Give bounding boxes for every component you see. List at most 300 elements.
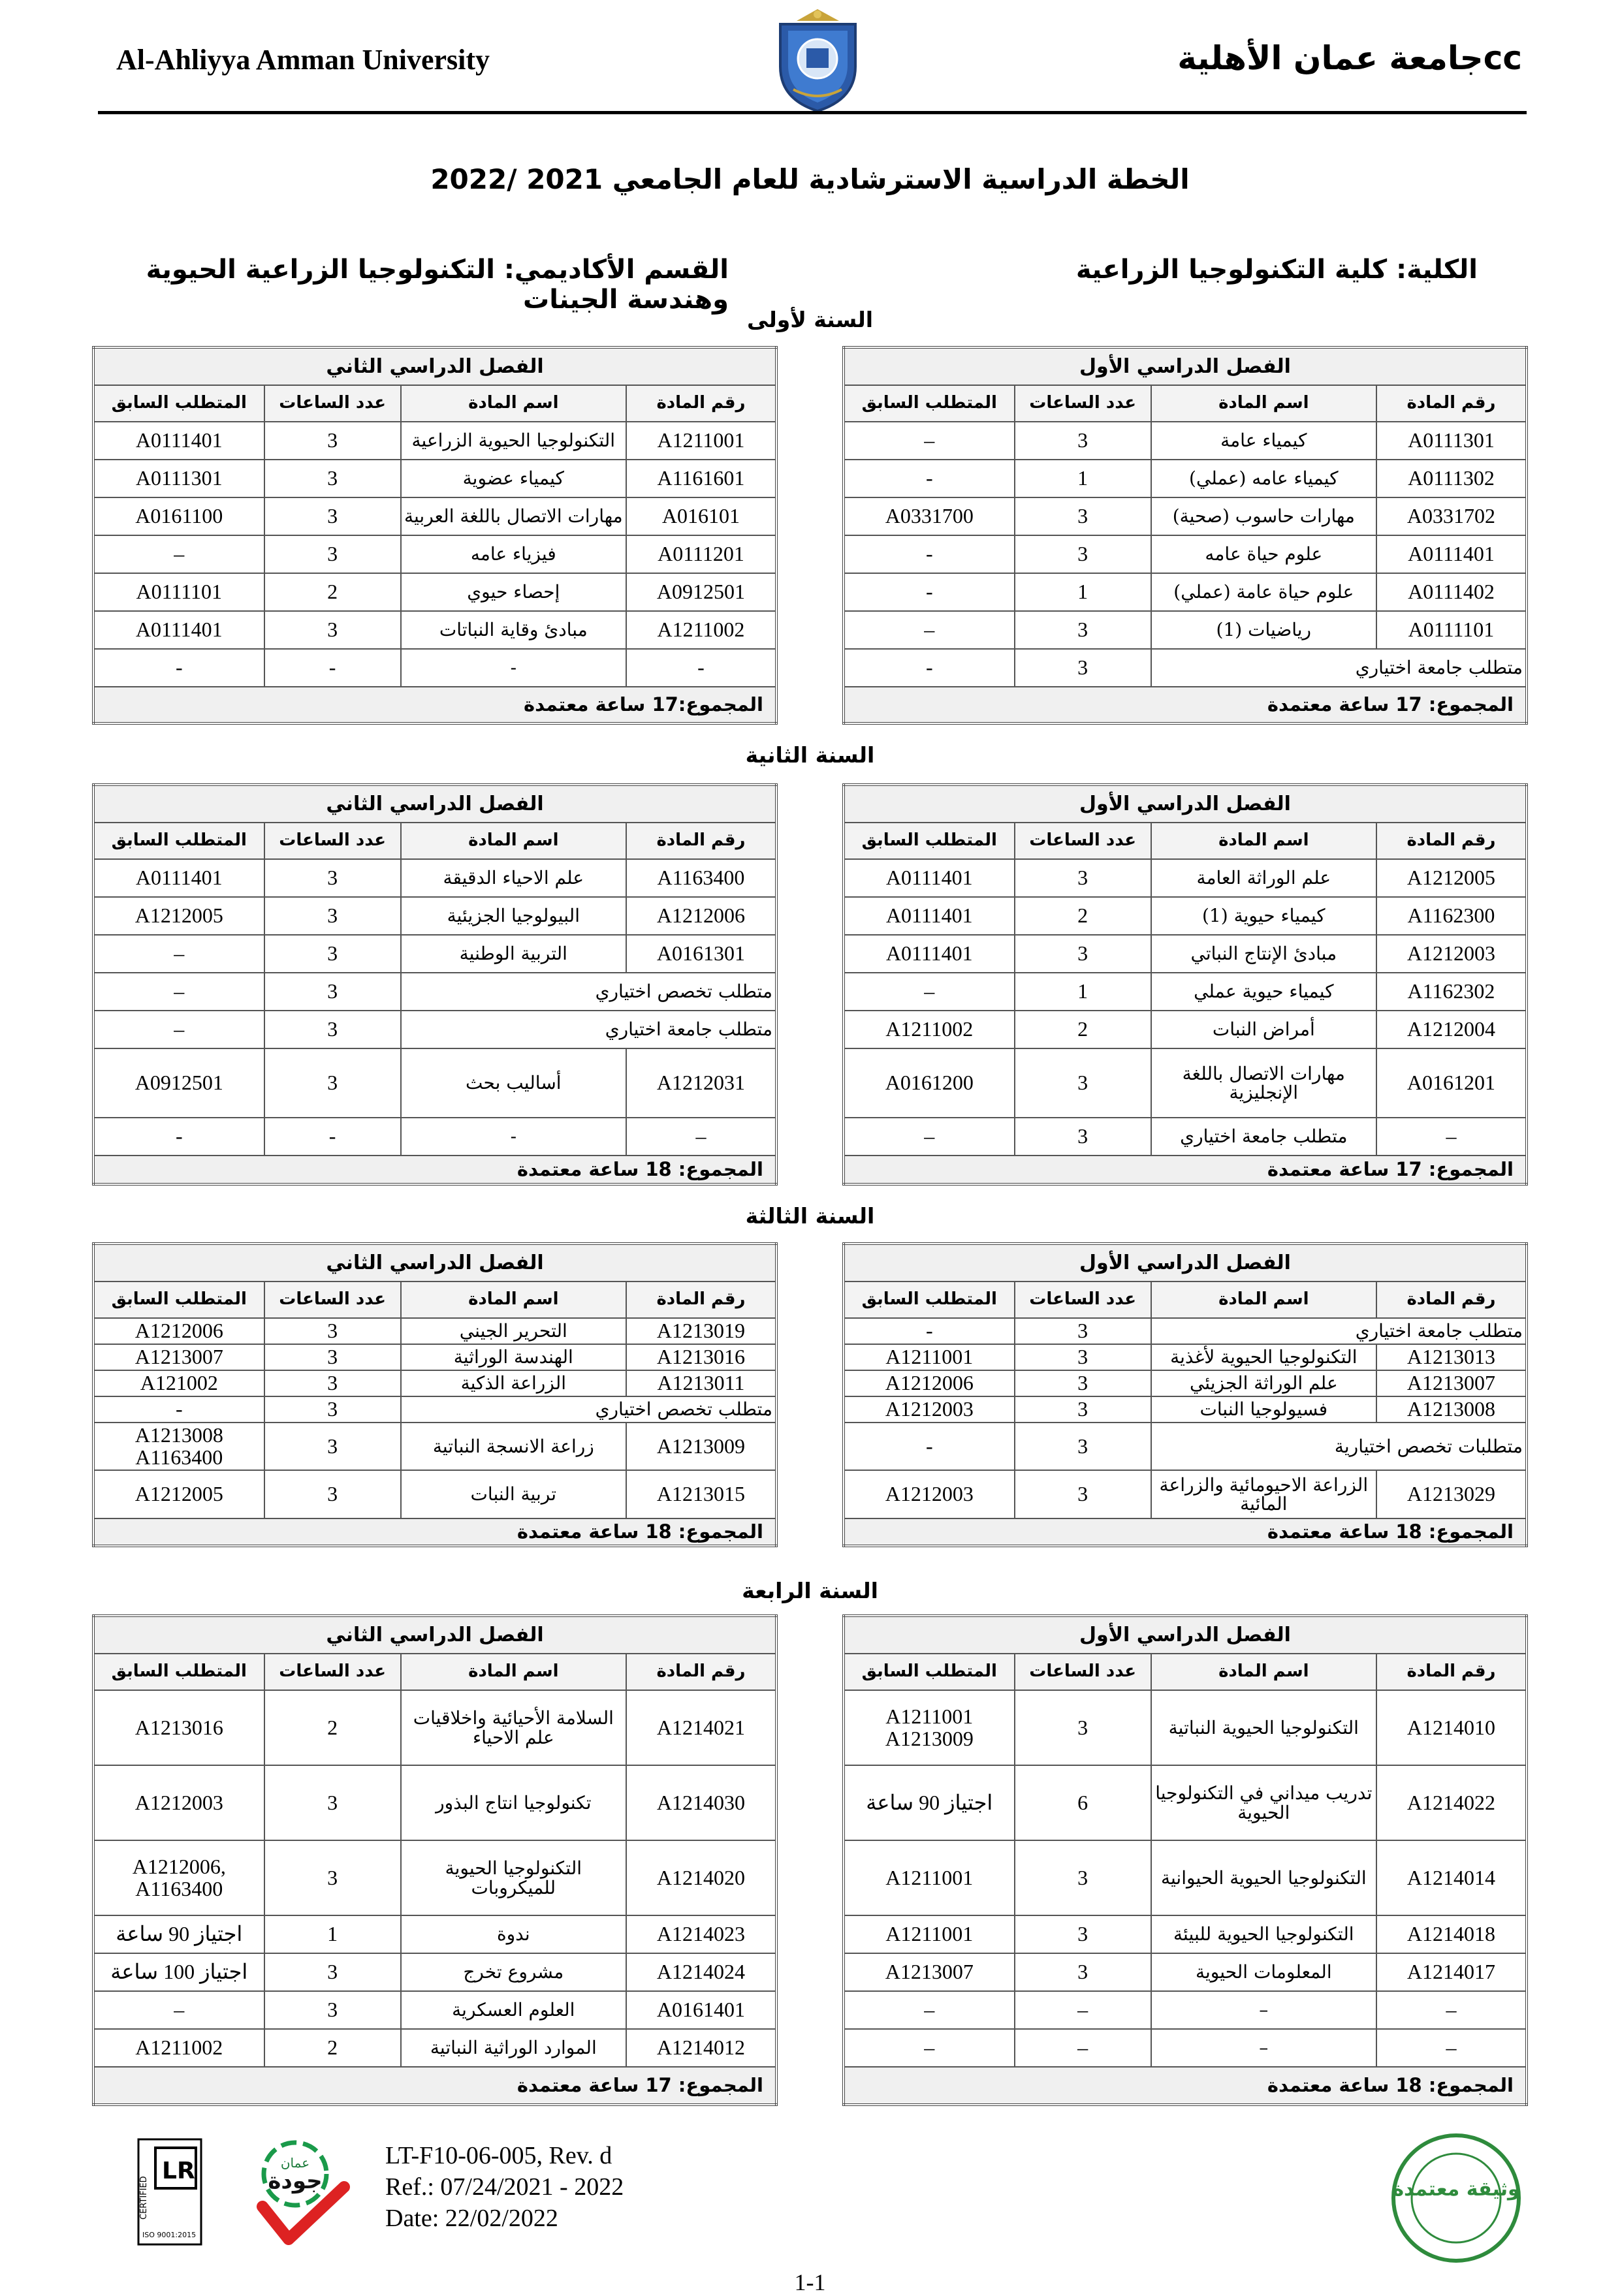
prerequisite-cell: -: [844, 460, 1015, 497]
course-name-cell: –: [1151, 1991, 1376, 2029]
total-row: [844, 687, 1527, 723]
course-name-cell: مبادئ الإنتاج النباتي: [1151, 935, 1376, 973]
table-row: [93, 1953, 776, 1991]
first-semester-table: [842, 1614, 1528, 2106]
university-name-english: Al-Ahliyya Amman University: [116, 44, 490, 76]
semester-total: المجموع: 17 ساعة معتمدة: [844, 687, 1527, 723]
second-semester-table: [92, 1242, 778, 1547]
credit-hours-cell: 3: [1015, 1840, 1151, 1915]
course-code-cell: A1213007: [1376, 1370, 1527, 1396]
course-name-cell: كيمياء عامه (عملي): [1151, 460, 1376, 497]
prerequisite-header: المتطلب السابق: [93, 1282, 264, 1318]
table-row: [844, 1470, 1527, 1518]
course-name-cell: التكنولوجيا الحيوية للبيئة: [1151, 1915, 1376, 1953]
total-row: [93, 1518, 776, 1546]
table-row: [93, 1048, 776, 1118]
prerequisite-header: المتطلب السابق: [844, 1282, 1015, 1318]
first-semester-table: [842, 1242, 1528, 1547]
semester-title: الفصل الدراسي الأول: [844, 1616, 1527, 1654]
course-name-cell: –: [1151, 2029, 1376, 2067]
table-row: [844, 1840, 1527, 1915]
prerequisite-cell: A0111101: [93, 573, 264, 611]
course-name-cell: مبادئ وقاية النباتات: [401, 611, 626, 649]
course-name-cell: -: [401, 1118, 626, 1156]
course-code-cell: A1214010: [1376, 1690, 1527, 1765]
table-row: [844, 1991, 1527, 2029]
course-name-cell: التكنولوجيا الحيوية النباتية: [1151, 1690, 1376, 1765]
table-row: [844, 1011, 1527, 1048]
prerequisite-cell: A0111401: [93, 422, 264, 460]
course-code-header: رقم المادة: [626, 1654, 776, 1690]
table-row: [93, 1118, 776, 1156]
course-code-cell: A0161301: [626, 935, 776, 973]
semester-title-row: [93, 347, 776, 385]
course-code-cell: A1163400: [626, 859, 776, 897]
course-code-cell: –: [1376, 1118, 1527, 1156]
year-label: السنة لأولى: [746, 307, 874, 332]
course-code-cell: –: [1376, 2029, 1527, 2067]
department-label: القسم الأكاديمي: التكنولوجيا الزراعية الحيوية وهندسة الجينات: [146, 255, 729, 315]
prerequisite-cell: A1213007: [844, 1953, 1015, 1991]
course-code-cell: A1214017: [1376, 1953, 1527, 1991]
credit-hours-header: عدد الساعات: [264, 1654, 401, 1690]
credit-hours-cell: 3: [264, 611, 401, 649]
table-row: [844, 859, 1527, 897]
university-logo-icon: [774, 8, 862, 114]
column-header-row: [93, 385, 776, 422]
first-semester-table: [842, 783, 1528, 1186]
jawda-quality-logo: [236, 2135, 354, 2249]
table-row: [93, 935, 776, 973]
course-name-cell: التحرير الجيني: [401, 1318, 626, 1344]
credit-hours-cell: 3: [264, 422, 401, 460]
prerequisite-cell: A1213008 A1163400: [93, 1423, 264, 1470]
semester-total: المجموع: 18 ساعة معتمدة: [93, 1518, 776, 1546]
table-row: [93, 1396, 776, 1423]
course-name-cell: متطلب تخصص اختياري: [401, 973, 776, 1011]
table-row: [93, 1370, 776, 1396]
prerequisite-cell: A1212003: [844, 1470, 1015, 1518]
course-code-cell: A1161601: [626, 460, 776, 497]
course-name-cell: متطلب تخصص اختياري: [401, 1396, 776, 1423]
credit-hours-cell: 3: [1015, 1318, 1151, 1344]
table-row: [93, 1991, 776, 2029]
jawda-text: جودة: [268, 2168, 323, 2194]
year-label: السنة الرابعة: [742, 1578, 878, 1603]
course-name-header: اسم المادة: [1151, 1282, 1376, 1318]
course-code-cell: A1214014: [1376, 1840, 1527, 1915]
page-number: 1-1: [794, 2269, 826, 2295]
credit-hours-cell: 1: [264, 1915, 401, 1953]
prerequisite-cell: -: [93, 1118, 264, 1156]
column-header-row: [844, 823, 1527, 859]
course-code-cell: A1213011: [626, 1370, 776, 1396]
table-row: [844, 2029, 1527, 2067]
column-header-row: [844, 1282, 1527, 1318]
course-code-cell: A1213029: [1376, 1470, 1527, 1518]
prerequisite-cell: اجتياز 90 ساعة: [844, 1765, 1015, 1840]
credit-hours-cell: 3: [264, 1953, 401, 1991]
table-row: [93, 1423, 776, 1470]
credit-hours-header: عدد الساعات: [1015, 823, 1151, 859]
credit-hours-cell: 3: [1015, 1423, 1151, 1470]
course-name-cell: التربية الوطنية: [401, 935, 626, 973]
total-row: [844, 1518, 1527, 1546]
credit-hours-cell: 3: [1015, 1690, 1151, 1765]
prerequisite-cell: A1212006: [93, 1318, 264, 1344]
prerequisite-cell: -: [93, 1396, 264, 1423]
table-row: [93, 2029, 776, 2067]
prerequisite-cell: -: [844, 649, 1015, 687]
table-row: [93, 1011, 776, 1048]
course-name-cell: فيزياء عامه: [401, 535, 626, 573]
course-name-cell: متطلبات تخصص اختيارية: [1151, 1423, 1527, 1470]
header-divider: [98, 111, 1527, 114]
credit-hours-header: عدد الساعات: [264, 1282, 401, 1318]
semester-total: المجموع: 17 ساعة معتمدة: [844, 1156, 1527, 1184]
course-code-header: رقم المادة: [1376, 1282, 1527, 1318]
prerequisite-header: المتطلب السابق: [93, 385, 264, 422]
credit-hours-cell: 2: [1015, 897, 1151, 935]
prerequisite-cell: -: [93, 649, 264, 687]
credit-hours-cell: 3: [264, 1011, 401, 1048]
table-row: [844, 1048, 1527, 1118]
semester-title: الفصل الدراسي الأول: [844, 785, 1527, 823]
course-name-header: اسم المادة: [1151, 385, 1376, 422]
table-row: [93, 1318, 776, 1344]
credit-hours-cell: 3: [1015, 1953, 1151, 1991]
course-code-cell: A1213013: [1376, 1344, 1527, 1370]
course-name-cell: العلوم العسكرية: [401, 1991, 626, 2029]
course-name-cell: المعلومات الحيوية: [1151, 1953, 1376, 1991]
course-name-cell: كيمياء عامة: [1151, 422, 1376, 460]
course-code-cell: A016101: [626, 497, 776, 535]
credit-hours-cell: 3: [264, 1840, 401, 1915]
column-header-row: [93, 823, 776, 859]
table-row: [93, 611, 776, 649]
credit-hours-cell: 2: [264, 573, 401, 611]
table-row: [93, 897, 776, 935]
credit-hours-cell: 3: [1015, 859, 1151, 897]
document-reference: [385, 2140, 624, 2234]
table-row: [844, 1953, 1527, 1991]
prerequisite-cell: A1211001: [844, 1915, 1015, 1953]
course-name-cell: ندوة: [401, 1915, 626, 1953]
semester-total: المجموع: 17 ساعة معتمدة: [93, 2067, 776, 2105]
course-name-header: اسم المادة: [401, 823, 626, 859]
course-code-cell: A0111402: [1376, 573, 1527, 611]
course-code-cell: A1212031: [626, 1048, 776, 1118]
credit-hours-cell: 2: [1015, 1011, 1151, 1048]
course-name-cell: علم الوراثة العامة: [1151, 859, 1376, 897]
course-code-cell: –: [626, 1118, 776, 1156]
course-name-header: اسم المادة: [401, 1282, 626, 1318]
course-name-cell: علم الاحياء الدقيقة: [401, 859, 626, 897]
credit-hours-cell: 3: [264, 973, 401, 1011]
semester-title: الفصل الدراسي الأول: [844, 347, 1527, 385]
course-code-cell: A1214020: [626, 1840, 776, 1915]
credit-hours-cell: 3: [264, 859, 401, 897]
credit-hours-header: عدد الساعات: [1015, 1654, 1151, 1690]
credit-hours-cell: 6: [1015, 1765, 1151, 1840]
column-header-row: [93, 1654, 776, 1690]
course-code-cell: A1213009: [626, 1423, 776, 1470]
course-name-cell: تربية النبات: [401, 1470, 626, 1518]
course-name-cell: علوم حياة عامة (عملي): [1151, 573, 1376, 611]
prerequisite-header: المتطلب السابق: [93, 823, 264, 859]
table-row: [844, 497, 1527, 535]
second-semester-table: [92, 783, 778, 1186]
credit-hours-cell: 3: [264, 535, 401, 573]
course-code-cell: A0161401: [626, 1991, 776, 2029]
credit-hours-cell: 3: [264, 1991, 401, 2029]
course-name-cell: كيمياء حيوية عملي: [1151, 973, 1376, 1011]
credit-hours-cell: 3: [1015, 1396, 1151, 1423]
semester-title: الفصل الدراسي الثاني: [93, 785, 776, 823]
prerequisite-cell: A1212006, A1163400: [93, 1840, 264, 1915]
semester-total: المجموع: 18 ساعة معتمدة: [844, 1518, 1527, 1546]
iso-standard-text: ISO 9001:2015: [142, 2231, 197, 2239]
semester-title: الفصل الدراسي الأول: [844, 1244, 1527, 1282]
course-code-cell: A0111201: [626, 535, 776, 573]
course-code-cell: A0111101: [1376, 611, 1527, 649]
credit-hours-cell: 2: [264, 1690, 401, 1765]
prerequisite-cell: A0111401: [844, 897, 1015, 935]
semester-title-row: [844, 1616, 1527, 1654]
table-row: [93, 649, 776, 687]
semester-title-row: [93, 1244, 776, 1282]
table-row: [844, 1423, 1527, 1470]
credit-hours-cell: 2: [264, 2029, 401, 2067]
course-code-cell: A1213008: [1376, 1396, 1527, 1423]
semester-title-row: [844, 1244, 1527, 1282]
prerequisite-header: المتطلب السابق: [844, 1654, 1015, 1690]
credit-hours-cell: 3: [1015, 1344, 1151, 1370]
prerequisite-cell: –: [844, 973, 1015, 1011]
credit-hours-cell: 3: [264, 1396, 401, 1423]
prerequisite-cell: –: [844, 1118, 1015, 1156]
prerequisite-cell: A1212006: [844, 1370, 1015, 1396]
credit-hours-cell: -: [264, 649, 401, 687]
course-code-cell: A1214024: [626, 1953, 776, 1991]
prerequisite-cell: –: [93, 973, 264, 1011]
course-name-cell: إحصاء حيوي: [401, 573, 626, 611]
course-code-cell: A0331702: [1376, 497, 1527, 535]
course-code-header: رقم المادة: [626, 385, 776, 422]
prerequisite-cell: A0161100: [93, 497, 264, 535]
course-name-cell: متطلب جامعة اختياري: [401, 1011, 776, 1048]
prerequisite-cell: A1212003: [93, 1765, 264, 1840]
course-name-cell: رياضيات (1): [1151, 611, 1376, 649]
course-code-cell: -: [626, 649, 776, 687]
credit-hours-cell: 3: [264, 897, 401, 935]
column-header-row: [93, 1282, 776, 1318]
course-code-cell: A1212005: [1376, 859, 1527, 897]
seal-text: وثيقة معتمدة: [1392, 2178, 1520, 2201]
course-code-cell: A1211002: [626, 611, 776, 649]
prerequisite-cell: –: [93, 935, 264, 973]
credit-hours-cell: 3: [264, 1765, 401, 1840]
credit-hours-cell: 3: [1015, 611, 1151, 649]
course-name-header: اسم المادة: [1151, 1654, 1376, 1690]
table-row: [93, 1765, 776, 1840]
course-code-header: رقم المادة: [626, 823, 776, 859]
course-name-cell: التكنولوجيا الحيوية الزراعية: [401, 422, 626, 460]
table-row: [93, 460, 776, 497]
prerequisite-cell: A1212003: [844, 1396, 1015, 1423]
document-date: Date: 22/02/2022: [385, 2205, 558, 2232]
course-name-header: اسم المادة: [401, 1654, 626, 1690]
course-name-cell: التكنولوجيا الحيوية لأغذية: [1151, 1344, 1376, 1370]
credit-hours-cell: 3: [264, 1318, 401, 1344]
table-row: [844, 1318, 1527, 1344]
prerequisite-cell: A0161200: [844, 1048, 1015, 1118]
table-row: [844, 611, 1527, 649]
iso-certification-logo: [137, 2138, 202, 2246]
prerequisite-cell: -: [844, 573, 1015, 611]
prerequisite-cell: A1211001: [844, 1344, 1015, 1370]
course-code-cell: A0912501: [626, 573, 776, 611]
semester-title-row: [844, 347, 1527, 385]
prerequisite-header: المتطلب السابق: [93, 1654, 264, 1690]
course-name-cell: التكنولوجيا الحيوية للميكروبات: [401, 1840, 626, 1915]
credit-hours-cell: 3: [1015, 422, 1151, 460]
credit-hours-cell: 3: [1015, 649, 1151, 687]
prerequisite-cell: اجتياز 100 ساعة: [93, 1953, 264, 1991]
credit-hours-cell: 3: [1015, 1118, 1151, 1156]
course-code-cell: –: [1376, 1991, 1527, 2029]
jawda-sub-text: عمان: [280, 2155, 310, 2171]
prerequisite-cell: –: [93, 1011, 264, 1048]
table-row: [844, 649, 1527, 687]
course-name-cell: -: [401, 649, 626, 687]
course-name-header: اسم المادة: [1151, 823, 1376, 859]
table-row: [844, 573, 1527, 611]
course-code-cell: A1214018: [1376, 1915, 1527, 1953]
table-row: [844, 1118, 1527, 1156]
course-code-cell: A1213019: [626, 1318, 776, 1344]
credit-hours-cell: 3: [264, 1370, 401, 1396]
prerequisite-cell: -: [844, 1318, 1015, 1344]
course-code-cell: A1212006: [626, 897, 776, 935]
prerequisite-header: المتطلب السابق: [844, 385, 1015, 422]
second-semester-table: [92, 346, 778, 725]
prerequisite-cell: A1213007: [93, 1344, 264, 1370]
prerequisite-cell: -: [844, 1423, 1015, 1470]
course-code-cell: A1214023: [626, 1915, 776, 1953]
total-row: [844, 2067, 1527, 2105]
credit-hours-header: عدد الساعات: [1015, 1282, 1151, 1318]
credit-hours-cell: 1: [1015, 573, 1151, 611]
table-row: [93, 859, 776, 897]
credit-hours-cell: 3: [264, 1423, 401, 1470]
table-row: [844, 973, 1527, 1011]
table-row: [93, 973, 776, 1011]
table-row: [844, 1765, 1527, 1840]
table-row: [844, 1370, 1527, 1396]
prerequisite-cell: A0111401: [844, 935, 1015, 973]
credit-hours-cell: 3: [1015, 935, 1151, 973]
table-row: [844, 1396, 1527, 1423]
semester-total: المجموع: 18 ساعة معتمدة: [93, 1156, 776, 1184]
prerequisite-cell: -: [844, 535, 1015, 573]
prerequisite-cell: A0331700: [844, 497, 1015, 535]
table-row: [93, 1915, 776, 1953]
prerequisite-cell: –: [844, 422, 1015, 460]
course-name-cell: مهارات الاتصال باللغة الإنجليزية: [1151, 1048, 1376, 1118]
year-label: السنة الثانية: [745, 742, 875, 768]
course-code-cell: A1214012: [626, 2029, 776, 2067]
course-code-cell: A0161201: [1376, 1048, 1527, 1118]
course-name-cell: علم الوراثة الجزيئي: [1151, 1370, 1376, 1396]
prerequisite-cell: A1212005: [93, 897, 264, 935]
year-label: السنة الثالثة: [745, 1203, 875, 1229]
prerequisite-cell: A1212005: [93, 1470, 264, 1518]
table-row: [93, 1840, 776, 1915]
table-row: [844, 535, 1527, 573]
prerequisite-cell: اجتياز 90 ساعة: [93, 1915, 264, 1953]
course-name-cell: متطلب جامعة اختياري: [1151, 1118, 1376, 1156]
second-semester-table: [92, 1614, 778, 2106]
table-row: [93, 1690, 776, 1765]
prerequisite-cell: A1213016: [93, 1690, 264, 1765]
course-code-cell: A0111301: [1376, 422, 1527, 460]
course-name-cell: كيمياء حيوية (1): [1151, 897, 1376, 935]
prerequisite-cell: A121002: [93, 1370, 264, 1396]
course-name-cell: الهندسة الوراثية: [401, 1344, 626, 1370]
faculty-label: الكلية: كلية التكنولوجيا الزراعية: [1075, 255, 1478, 285]
prerequisite-cell: A0111301: [93, 460, 264, 497]
table-row: [93, 1470, 776, 1518]
prerequisite-cell: A1211001 A1213009: [844, 1690, 1015, 1765]
column-header-row: [844, 385, 1527, 422]
prerequisite-cell: –: [844, 1991, 1015, 2029]
table-row: [93, 497, 776, 535]
credit-hours-cell: 3: [264, 497, 401, 535]
table-row: [844, 460, 1527, 497]
course-code-cell: A1162300: [1376, 897, 1527, 935]
semester-title: الفصل الدراسي الثاني: [93, 1244, 776, 1282]
course-name-cell: الزراعة الذكية: [401, 1370, 626, 1396]
table-row: [844, 1344, 1527, 1370]
course-name-cell: البيولوجيا الجزيئية: [401, 897, 626, 935]
semester-title: الفصل الدراسي الثاني: [93, 347, 776, 385]
credit-hours-cell: 3: [264, 1048, 401, 1118]
first-semester-table: [842, 346, 1528, 725]
credit-hours-cell: 3: [1015, 497, 1151, 535]
course-name-cell: الزراعة الاحيومائية والزراعة المائية: [1151, 1470, 1376, 1518]
prerequisite-cell: A0111401: [844, 859, 1015, 897]
iso-certified-text: CERTIFIED: [139, 2176, 149, 2220]
course-name-cell: مهارات الاتصال باللغة العربية: [401, 497, 626, 535]
course-code-cell: A1213015: [626, 1470, 776, 1518]
approved-document-seal: [1390, 2131, 1523, 2265]
total-row: [93, 687, 776, 723]
prerequisite-cell: A0111401: [93, 611, 264, 649]
credit-hours-cell: 3: [264, 935, 401, 973]
credit-hours-header: عدد الساعات: [1015, 385, 1151, 422]
prerequisite-cell: –: [93, 535, 264, 573]
course-code-cell: A1211001: [626, 422, 776, 460]
course-name-cell: تكنولوجيا انتاج البذور: [401, 1765, 626, 1840]
table-row: [844, 1915, 1527, 1953]
prerequisite-cell: –: [844, 611, 1015, 649]
semester-title-row: [93, 785, 776, 823]
course-name-cell: التكنولوجيا الحيوية الحيوانية: [1151, 1840, 1376, 1915]
course-name-cell: مهارات حاسوب (صحية): [1151, 497, 1376, 535]
credit-hours-cell: 3: [1015, 1370, 1151, 1396]
semester-title-row: [844, 785, 1527, 823]
